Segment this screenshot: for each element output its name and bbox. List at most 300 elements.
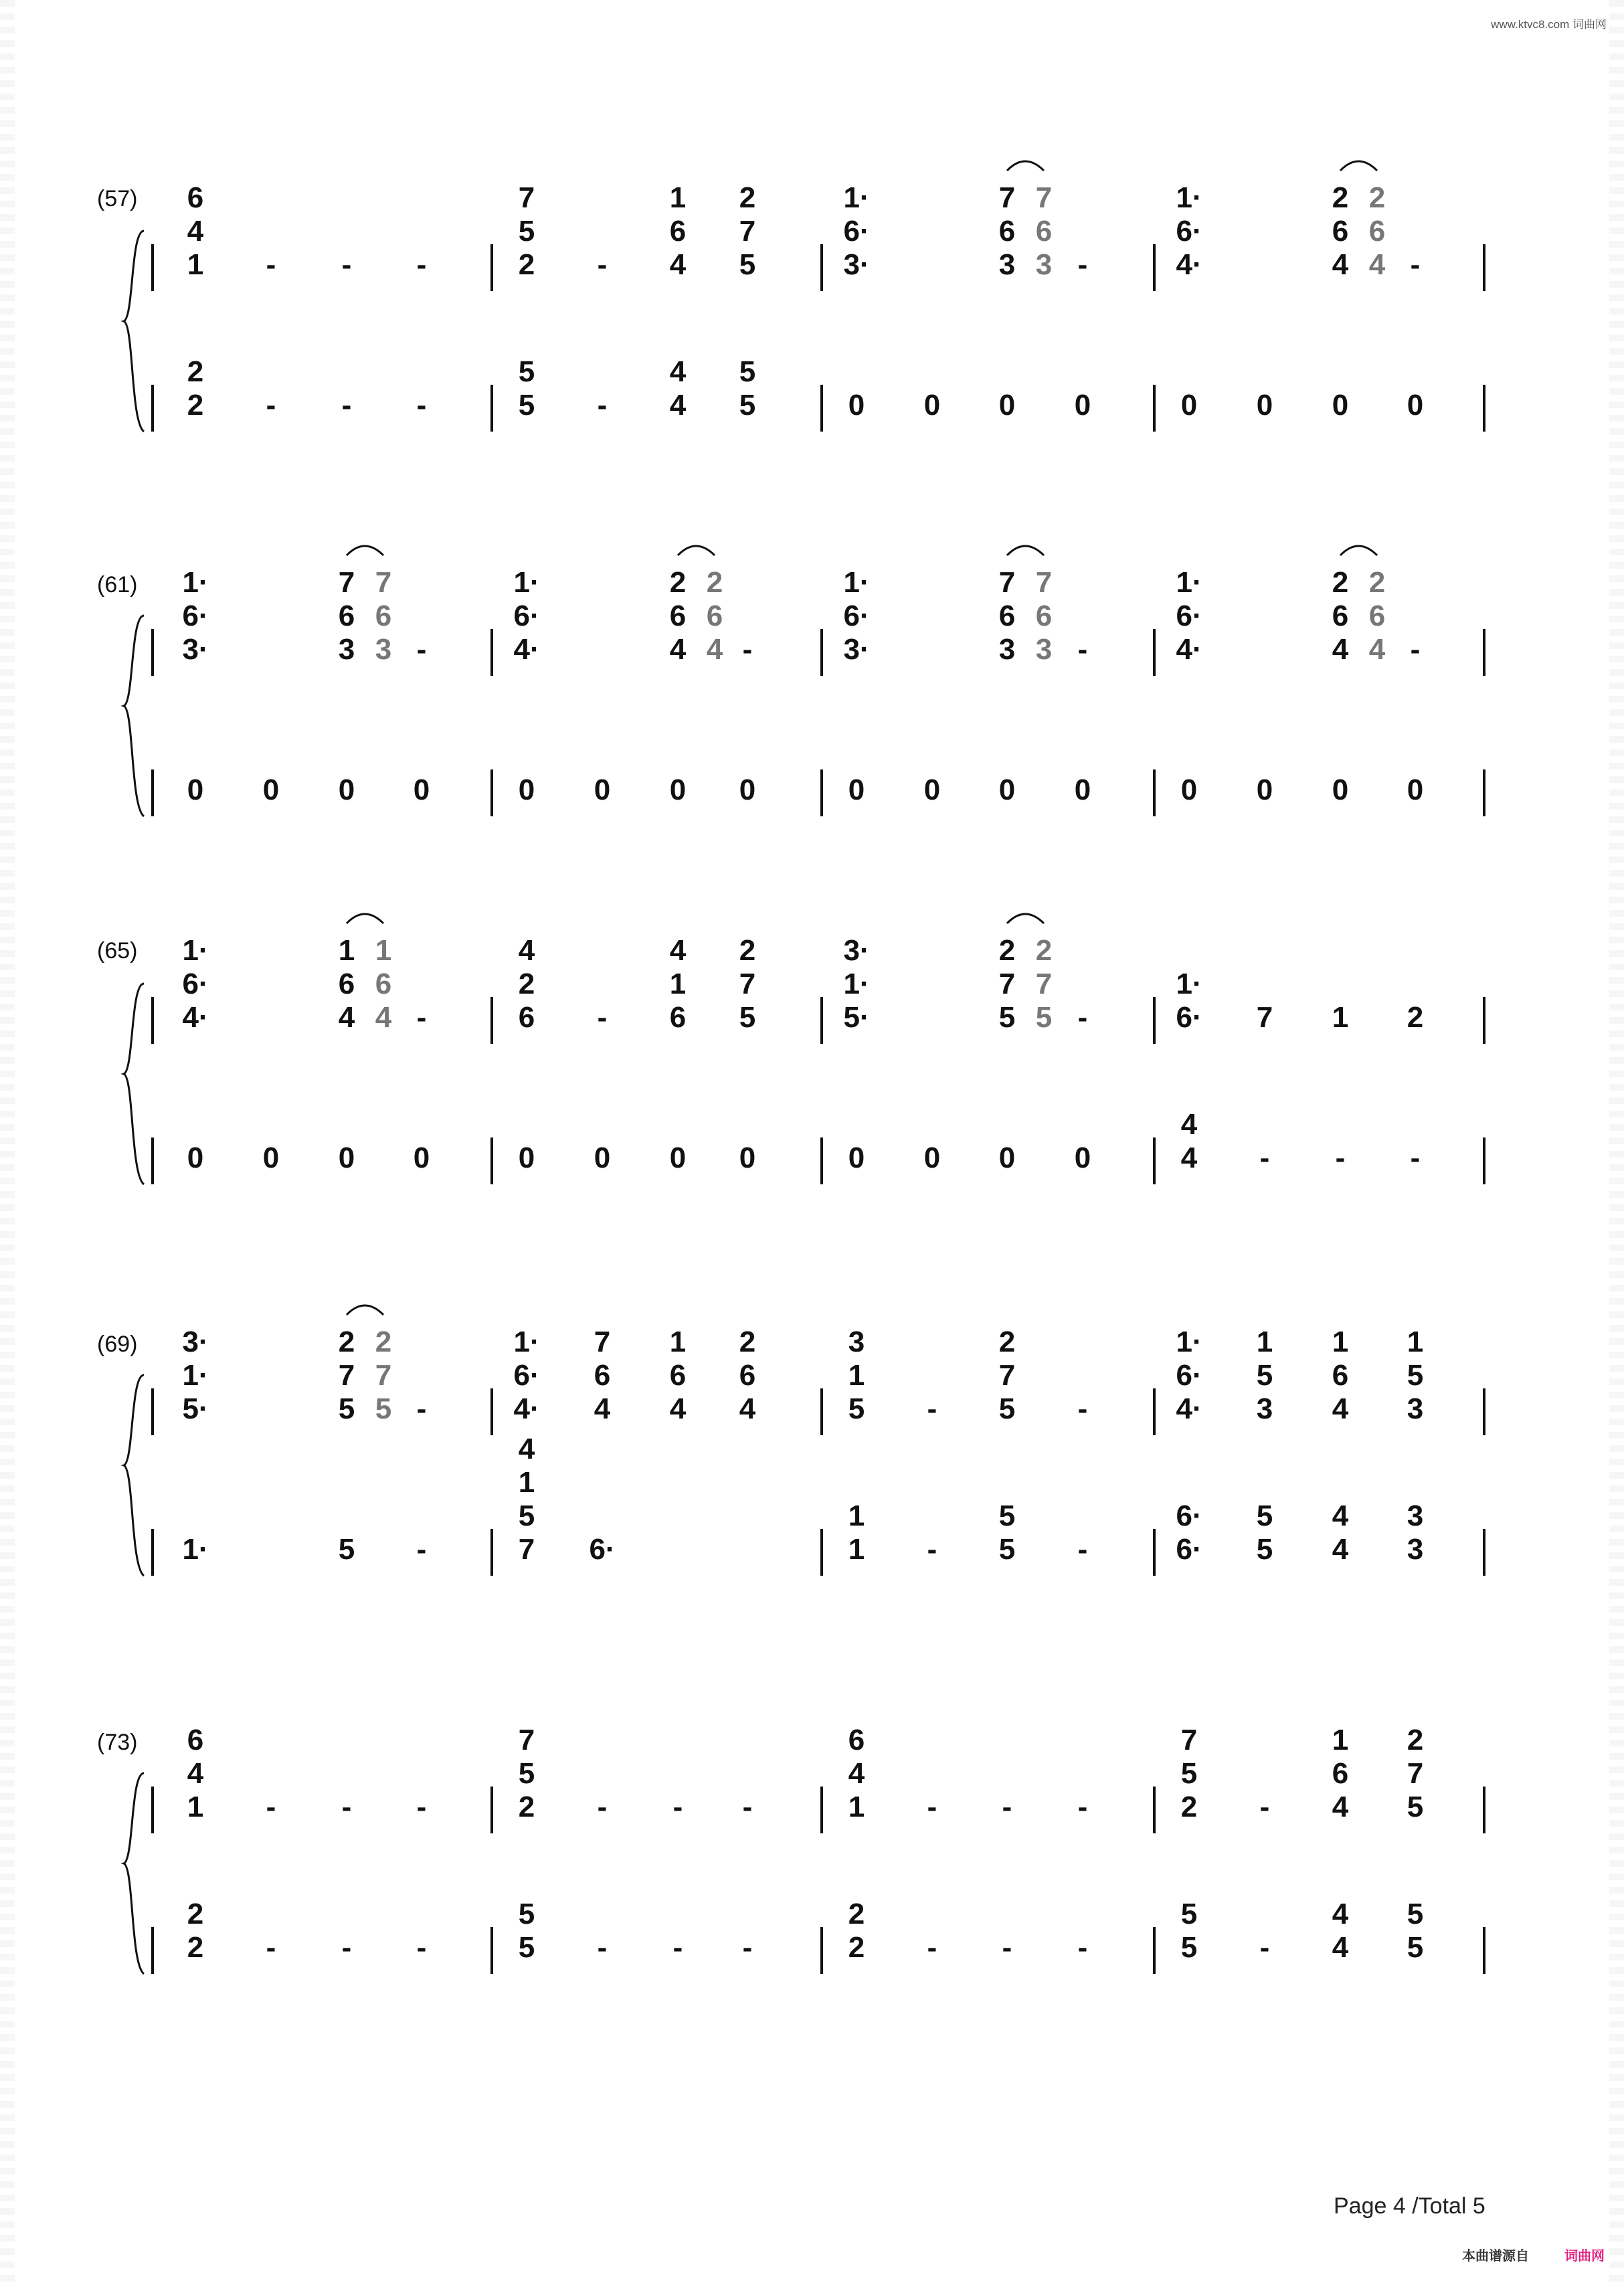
tied-note: 7 bbox=[375, 1359, 392, 1392]
dash-mark: - bbox=[416, 389, 427, 422]
bass-note: 0 bbox=[848, 1142, 865, 1174]
system-number-69: (69) bbox=[97, 1332, 138, 1357]
tied-note: 7 bbox=[375, 566, 392, 599]
note: 1· bbox=[1176, 566, 1202, 599]
bass-note: 0 bbox=[1407, 773, 1424, 806]
note: 3 bbox=[848, 1326, 865, 1358]
note: 7 bbox=[1407, 1757, 1424, 1790]
note: 3· bbox=[843, 633, 870, 666]
dash-mark: - bbox=[1002, 1791, 1012, 1823]
note: 4 bbox=[1332, 633, 1349, 666]
page-counter: Page 4 /Total 5 bbox=[1334, 2193, 1485, 2219]
dash-mark: - bbox=[416, 633, 427, 666]
note: 6 bbox=[187, 1724, 204, 1756]
bass-note: 0 bbox=[998, 1142, 1016, 1174]
note: 6· bbox=[843, 600, 870, 632]
note: 6 bbox=[669, 600, 687, 632]
note: 4 bbox=[1332, 1392, 1349, 1425]
dash-mark: - bbox=[1335, 1142, 1346, 1174]
bass-note: 3 bbox=[1407, 1533, 1424, 1566]
note: 6 bbox=[518, 1001, 535, 1034]
note: 4 bbox=[594, 1392, 611, 1425]
dash-mark: - bbox=[672, 1791, 683, 1823]
dash-mark: - bbox=[1077, 248, 1088, 281]
bass-note: 5 bbox=[518, 1499, 535, 1532]
bass-note: 4 bbox=[669, 355, 687, 388]
bass-note: 0 bbox=[669, 773, 687, 806]
note: 1 bbox=[848, 1359, 865, 1392]
bass-note: 4 bbox=[1332, 1499, 1349, 1532]
note: 5 bbox=[1407, 1791, 1424, 1823]
note: 2 bbox=[998, 1326, 1016, 1358]
bass-note: 0 bbox=[739, 1142, 756, 1174]
bass-note: 0 bbox=[262, 773, 280, 806]
note: 6 bbox=[739, 1359, 756, 1392]
tied-note: 6 bbox=[1368, 215, 1386, 248]
note: 1 bbox=[669, 1326, 687, 1358]
note: 7 bbox=[998, 566, 1016, 599]
dash-mark: - bbox=[1077, 633, 1088, 666]
bass-note: 1 bbox=[848, 1533, 865, 1566]
tied-note: 7 bbox=[1035, 566, 1053, 599]
note: 4 bbox=[1332, 248, 1349, 281]
bass-note: 5 bbox=[518, 389, 535, 422]
bass-note: 0 bbox=[998, 389, 1016, 422]
dash-mark: - bbox=[1410, 1142, 1421, 1174]
dash-mark: - bbox=[597, 1791, 608, 1823]
tied-note: 6 bbox=[706, 600, 723, 632]
dash-mark: - bbox=[1002, 1931, 1012, 1964]
bass-note: 0 bbox=[848, 389, 865, 422]
brace bbox=[124, 1773, 144, 1974]
tied-note: 4 bbox=[375, 1001, 392, 1034]
system-number-61: (61) bbox=[97, 572, 138, 598]
bass-note: 0 bbox=[413, 773, 430, 806]
note: 2 bbox=[669, 566, 687, 599]
note: 6 bbox=[1332, 215, 1349, 248]
dash-mark: - bbox=[341, 389, 352, 422]
note: 6· bbox=[1176, 1359, 1202, 1392]
bass-note: 0 bbox=[187, 773, 204, 806]
dash-mark: - bbox=[416, 1931, 427, 1964]
tied-note: 3 bbox=[1035, 248, 1053, 281]
note: 2 bbox=[739, 181, 756, 214]
note: 4 bbox=[669, 248, 687, 281]
bass-note: 0 bbox=[848, 773, 865, 806]
note: 1 bbox=[669, 968, 687, 1000]
bass-note: 0 bbox=[1332, 389, 1349, 422]
note: 7 bbox=[594, 1326, 611, 1358]
bass-note: 5 bbox=[1256, 1499, 1273, 1532]
note: 5 bbox=[739, 248, 756, 281]
note: 6· bbox=[1176, 215, 1202, 248]
dash-mark: - bbox=[927, 1533, 937, 1566]
tied-note: 6 bbox=[375, 968, 392, 1000]
bass-note: 0 bbox=[338, 773, 355, 806]
note: 3· bbox=[182, 633, 209, 666]
note: 6 bbox=[998, 600, 1016, 632]
bass-note: 1· bbox=[182, 1533, 209, 1566]
tied-note: 7 bbox=[1035, 968, 1053, 1000]
tied-note: 2 bbox=[1368, 181, 1386, 214]
note: 7 bbox=[338, 566, 355, 599]
brace bbox=[124, 616, 144, 816]
bass-note: 2 bbox=[848, 1898, 865, 1930]
tied-note: 2 bbox=[706, 566, 723, 599]
note: 6 bbox=[1332, 600, 1349, 632]
note: 6 bbox=[669, 215, 687, 248]
note: 1· bbox=[182, 1359, 209, 1392]
note: 2 bbox=[1407, 1724, 1424, 1756]
tie-arc bbox=[1007, 546, 1044, 555]
note: 3 bbox=[338, 633, 355, 666]
note: 4 bbox=[669, 1392, 687, 1425]
bass-note: 2 bbox=[187, 355, 204, 388]
note: 1 bbox=[187, 248, 204, 281]
dash-mark: - bbox=[1077, 1392, 1088, 1425]
dash-mark: - bbox=[266, 1931, 276, 1964]
dash-mark: - bbox=[597, 1001, 608, 1034]
note: 7 bbox=[739, 215, 756, 248]
tied-note: 4 bbox=[706, 633, 723, 666]
bass-note: 5 bbox=[518, 1898, 535, 1930]
note: 6 bbox=[848, 1724, 865, 1756]
bass-note: 5 bbox=[518, 355, 535, 388]
dash-mark: - bbox=[597, 389, 608, 422]
note: 4· bbox=[1176, 248, 1202, 281]
note: 6 bbox=[187, 181, 204, 214]
note: 5 bbox=[338, 1392, 355, 1425]
note: 1 bbox=[669, 181, 687, 214]
note: 4· bbox=[513, 1392, 540, 1425]
tied-note: 2 bbox=[1035, 934, 1053, 967]
dash-mark: - bbox=[341, 1931, 352, 1964]
note: 1 bbox=[1332, 1001, 1349, 1034]
note: 6· bbox=[182, 968, 209, 1000]
brand-logo: 词曲网 bbox=[1564, 2249, 1605, 2264]
note: 5 bbox=[739, 1001, 756, 1034]
note: 6 bbox=[1332, 1757, 1349, 1790]
dash-mark: - bbox=[1077, 1791, 1088, 1823]
note: 5· bbox=[182, 1392, 209, 1425]
bass-note: 2 bbox=[848, 1931, 865, 1964]
note: 5 bbox=[998, 1001, 1016, 1034]
dash-mark: - bbox=[266, 1791, 276, 1823]
tied-note: 3 bbox=[375, 633, 392, 666]
bass-note: 5 bbox=[1256, 1533, 1273, 1566]
bass-note: 5 bbox=[998, 1499, 1016, 1532]
note: 4 bbox=[669, 633, 687, 666]
system-number-65: (65) bbox=[97, 938, 138, 964]
bass-note: 0 bbox=[1180, 773, 1198, 806]
dash-mark: - bbox=[742, 633, 753, 666]
note: 1· bbox=[182, 934, 209, 967]
tie-arc bbox=[678, 546, 715, 555]
dash-mark: - bbox=[1259, 1142, 1270, 1174]
note: 7 bbox=[998, 1359, 1016, 1392]
tie-arc bbox=[347, 546, 383, 555]
note: 2 bbox=[518, 248, 535, 281]
dash-mark: - bbox=[341, 1791, 352, 1823]
note: 7 bbox=[518, 181, 535, 214]
bass-note: 0 bbox=[1256, 389, 1273, 422]
note: 7 bbox=[1256, 1001, 1273, 1034]
note: 1· bbox=[1176, 968, 1202, 1000]
note: 6 bbox=[594, 1359, 611, 1392]
dash-mark: - bbox=[416, 1001, 427, 1034]
note: 1· bbox=[1176, 181, 1202, 214]
bass-note: 0 bbox=[923, 389, 941, 422]
note: 6 bbox=[669, 1001, 687, 1034]
bass-note: 4 bbox=[1180, 1108, 1198, 1141]
bass-note: 6· bbox=[589, 1533, 616, 1566]
bass-note: 5 bbox=[998, 1533, 1016, 1566]
bass-note: 0 bbox=[518, 773, 535, 806]
bass-note: 5 bbox=[739, 389, 756, 422]
note: 1 bbox=[338, 934, 355, 967]
brace bbox=[124, 984, 144, 1184]
note: 2 bbox=[1180, 1791, 1198, 1823]
tie-arc bbox=[1007, 161, 1044, 171]
note: 4· bbox=[182, 1001, 209, 1034]
bass-note: 5 bbox=[338, 1533, 355, 1566]
dash-mark: - bbox=[341, 248, 352, 281]
note: 6· bbox=[843, 215, 870, 248]
dash-mark: - bbox=[1077, 1001, 1088, 1034]
note: 4 bbox=[338, 1001, 355, 1034]
note: 1 bbox=[1407, 1326, 1424, 1358]
note: 6· bbox=[182, 600, 209, 632]
dash-mark: - bbox=[742, 1931, 753, 1964]
bass-note: 0 bbox=[1180, 389, 1198, 422]
tied-note: 2 bbox=[375, 1326, 392, 1358]
note: 4· bbox=[1176, 633, 1202, 666]
bass-note: 4 bbox=[1180, 1142, 1198, 1174]
note: 2 bbox=[1332, 181, 1349, 214]
note: 6 bbox=[669, 1359, 687, 1392]
tied-note: 2 bbox=[1368, 566, 1386, 599]
dash-mark: - bbox=[1077, 1533, 1088, 1566]
note: 4 bbox=[187, 1757, 204, 1790]
bass-note: 5 bbox=[1180, 1898, 1198, 1930]
note: 1 bbox=[1332, 1724, 1349, 1756]
note: 6· bbox=[1176, 1001, 1202, 1034]
bass-note: 0 bbox=[1332, 773, 1349, 806]
tie-arc bbox=[347, 914, 383, 923]
tied-note: 5 bbox=[1035, 1001, 1053, 1034]
tied-note: 6 bbox=[1368, 600, 1386, 632]
bass-note: 4 bbox=[1332, 1898, 1349, 1930]
bass-note: 6· bbox=[1176, 1533, 1202, 1566]
dash-mark: - bbox=[266, 248, 276, 281]
bass-note: 0 bbox=[262, 1142, 280, 1174]
note: 3· bbox=[843, 248, 870, 281]
note: 1· bbox=[843, 566, 870, 599]
note: 5 bbox=[1407, 1359, 1424, 1392]
tie-arc bbox=[1007, 914, 1044, 923]
bass-note: 0 bbox=[1074, 773, 1091, 806]
bass-note: 3 bbox=[1407, 1499, 1424, 1532]
note: 2 bbox=[739, 1326, 756, 1358]
bass-note: 2 bbox=[187, 1931, 204, 1964]
bass-note: 0 bbox=[413, 1142, 430, 1174]
note: 5· bbox=[843, 1001, 870, 1034]
note: 1· bbox=[513, 566, 540, 599]
tied-note: 1 bbox=[375, 934, 392, 967]
tied-note: 3 bbox=[1035, 633, 1053, 666]
note: 2 bbox=[338, 1326, 355, 1358]
dash-mark: - bbox=[1259, 1931, 1270, 1964]
note: 7 bbox=[998, 968, 1016, 1000]
bass-note: 5 bbox=[1407, 1931, 1424, 1964]
bass-note: 0 bbox=[739, 773, 756, 806]
note: 5 bbox=[1180, 1757, 1198, 1790]
note: 2 bbox=[518, 1791, 535, 1823]
dash-mark: - bbox=[416, 1533, 427, 1566]
note: 4 bbox=[187, 215, 204, 248]
note: 2 bbox=[1332, 566, 1349, 599]
note: 5 bbox=[848, 1392, 865, 1425]
note: 7 bbox=[1180, 1724, 1198, 1756]
bass-note: 0 bbox=[187, 1142, 204, 1174]
tie-arc bbox=[347, 1305, 383, 1315]
bass-note: 0 bbox=[594, 773, 611, 806]
tied-note: 6 bbox=[1035, 215, 1053, 248]
note: 2 bbox=[739, 934, 756, 967]
tie-arc bbox=[1340, 546, 1377, 555]
dash-mark: - bbox=[927, 1931, 937, 1964]
dash-mark: - bbox=[672, 1931, 683, 1964]
note: 2 bbox=[518, 968, 535, 1000]
tied-note: 4 bbox=[1368, 248, 1386, 281]
bass-note: 0 bbox=[669, 1142, 687, 1174]
note: 7 bbox=[338, 1359, 355, 1392]
bass-note: 0 bbox=[1074, 1142, 1091, 1174]
bass-note: 0 bbox=[594, 1142, 611, 1174]
bass-note: 2 bbox=[187, 1898, 204, 1930]
dash-mark: - bbox=[416, 248, 427, 281]
tied-note: 5 bbox=[375, 1392, 392, 1425]
note: 3· bbox=[182, 1326, 209, 1358]
bass-note: 4 bbox=[518, 1433, 535, 1465]
note: 1· bbox=[182, 566, 209, 599]
note: 6 bbox=[1332, 1359, 1349, 1392]
note: 3 bbox=[998, 248, 1016, 281]
brace bbox=[124, 1375, 144, 1576]
note: 6 bbox=[338, 600, 355, 632]
bass-note: 0 bbox=[1407, 389, 1424, 422]
note: 5 bbox=[518, 1757, 535, 1790]
dash-mark: - bbox=[742, 1791, 753, 1823]
note: 5 bbox=[998, 1392, 1016, 1425]
note: 6 bbox=[338, 968, 355, 1000]
note: 4 bbox=[739, 1392, 756, 1425]
tie-arc bbox=[1340, 161, 1377, 171]
note: 1 bbox=[1332, 1326, 1349, 1358]
bass-note: 4 bbox=[1332, 1931, 1349, 1964]
bass-note: 0 bbox=[1074, 389, 1091, 422]
bass-note: 6· bbox=[1176, 1499, 1202, 1532]
bass-note: 4 bbox=[669, 389, 687, 422]
note: 4 bbox=[669, 934, 687, 967]
system-number-57: (57) bbox=[97, 186, 138, 211]
dash-mark: - bbox=[416, 1791, 427, 1823]
tied-note: 7 bbox=[1035, 181, 1053, 214]
brace bbox=[124, 231, 144, 432]
note: 3 bbox=[998, 633, 1016, 666]
note: 3 bbox=[1407, 1392, 1424, 1425]
note: 4· bbox=[1176, 1392, 1202, 1425]
note: 7 bbox=[739, 968, 756, 1000]
dash-mark: - bbox=[1077, 1931, 1088, 1964]
bass-note: 1 bbox=[848, 1499, 865, 1532]
note: 6· bbox=[513, 1359, 540, 1392]
dash-mark: - bbox=[1410, 248, 1421, 281]
source-note: 本曲谱源自 bbox=[1462, 2249, 1529, 2264]
note: 1· bbox=[1176, 1326, 1202, 1358]
note: 6 bbox=[998, 215, 1016, 248]
bass-note: 7 bbox=[518, 1533, 535, 1566]
bass-note: 5 bbox=[518, 1931, 535, 1964]
note: 1· bbox=[843, 181, 870, 214]
note: 1· bbox=[843, 968, 870, 1000]
note: 4 bbox=[1332, 1791, 1349, 1823]
bass-note: 0 bbox=[338, 1142, 355, 1174]
note: 7 bbox=[518, 1724, 535, 1756]
bass-note: 2 bbox=[187, 389, 204, 422]
bass-note: 0 bbox=[998, 773, 1016, 806]
dash-mark: - bbox=[597, 1931, 608, 1964]
dash-mark: - bbox=[266, 389, 276, 422]
bass-note: 1 bbox=[518, 1466, 535, 1499]
note: 4 bbox=[848, 1757, 865, 1790]
note: 7 bbox=[998, 181, 1016, 214]
bass-note: 4 bbox=[1332, 1533, 1349, 1566]
note: 6· bbox=[513, 600, 540, 632]
note: 5 bbox=[518, 215, 535, 248]
tied-note: 4 bbox=[1368, 633, 1386, 666]
tied-note: 6 bbox=[1035, 600, 1053, 632]
dash-mark: - bbox=[1410, 633, 1421, 666]
bass-note: 5 bbox=[1180, 1931, 1198, 1964]
bass-note: 0 bbox=[518, 1142, 535, 1174]
dash-mark: - bbox=[1259, 1791, 1270, 1823]
dash-mark: - bbox=[927, 1392, 937, 1425]
tied-note: 6 bbox=[375, 600, 392, 632]
note: 1· bbox=[513, 1326, 540, 1358]
note: 2 bbox=[1407, 1001, 1424, 1034]
note: 3 bbox=[1256, 1392, 1273, 1425]
note: 5 bbox=[1256, 1359, 1273, 1392]
note: 1 bbox=[848, 1791, 865, 1823]
dash-mark: - bbox=[597, 248, 608, 281]
note: 2 bbox=[998, 934, 1016, 967]
dash-mark: - bbox=[416, 1392, 427, 1425]
bass-note: 0 bbox=[923, 1142, 941, 1174]
dash-mark: - bbox=[927, 1791, 937, 1823]
bass-note: 0 bbox=[923, 773, 941, 806]
note: 4 bbox=[518, 934, 535, 967]
bass-note: 5 bbox=[1407, 1898, 1424, 1930]
note: 3· bbox=[843, 934, 870, 967]
note: 1 bbox=[187, 1791, 204, 1823]
site-url: www.ktvc8.com 词曲网 bbox=[1491, 18, 1607, 31]
note: 1 bbox=[1256, 1326, 1273, 1358]
note: 4· bbox=[513, 633, 540, 666]
system-number-73: (73) bbox=[97, 1730, 138, 1755]
note: 6· bbox=[1176, 600, 1202, 632]
bass-note: 0 bbox=[1256, 773, 1273, 806]
